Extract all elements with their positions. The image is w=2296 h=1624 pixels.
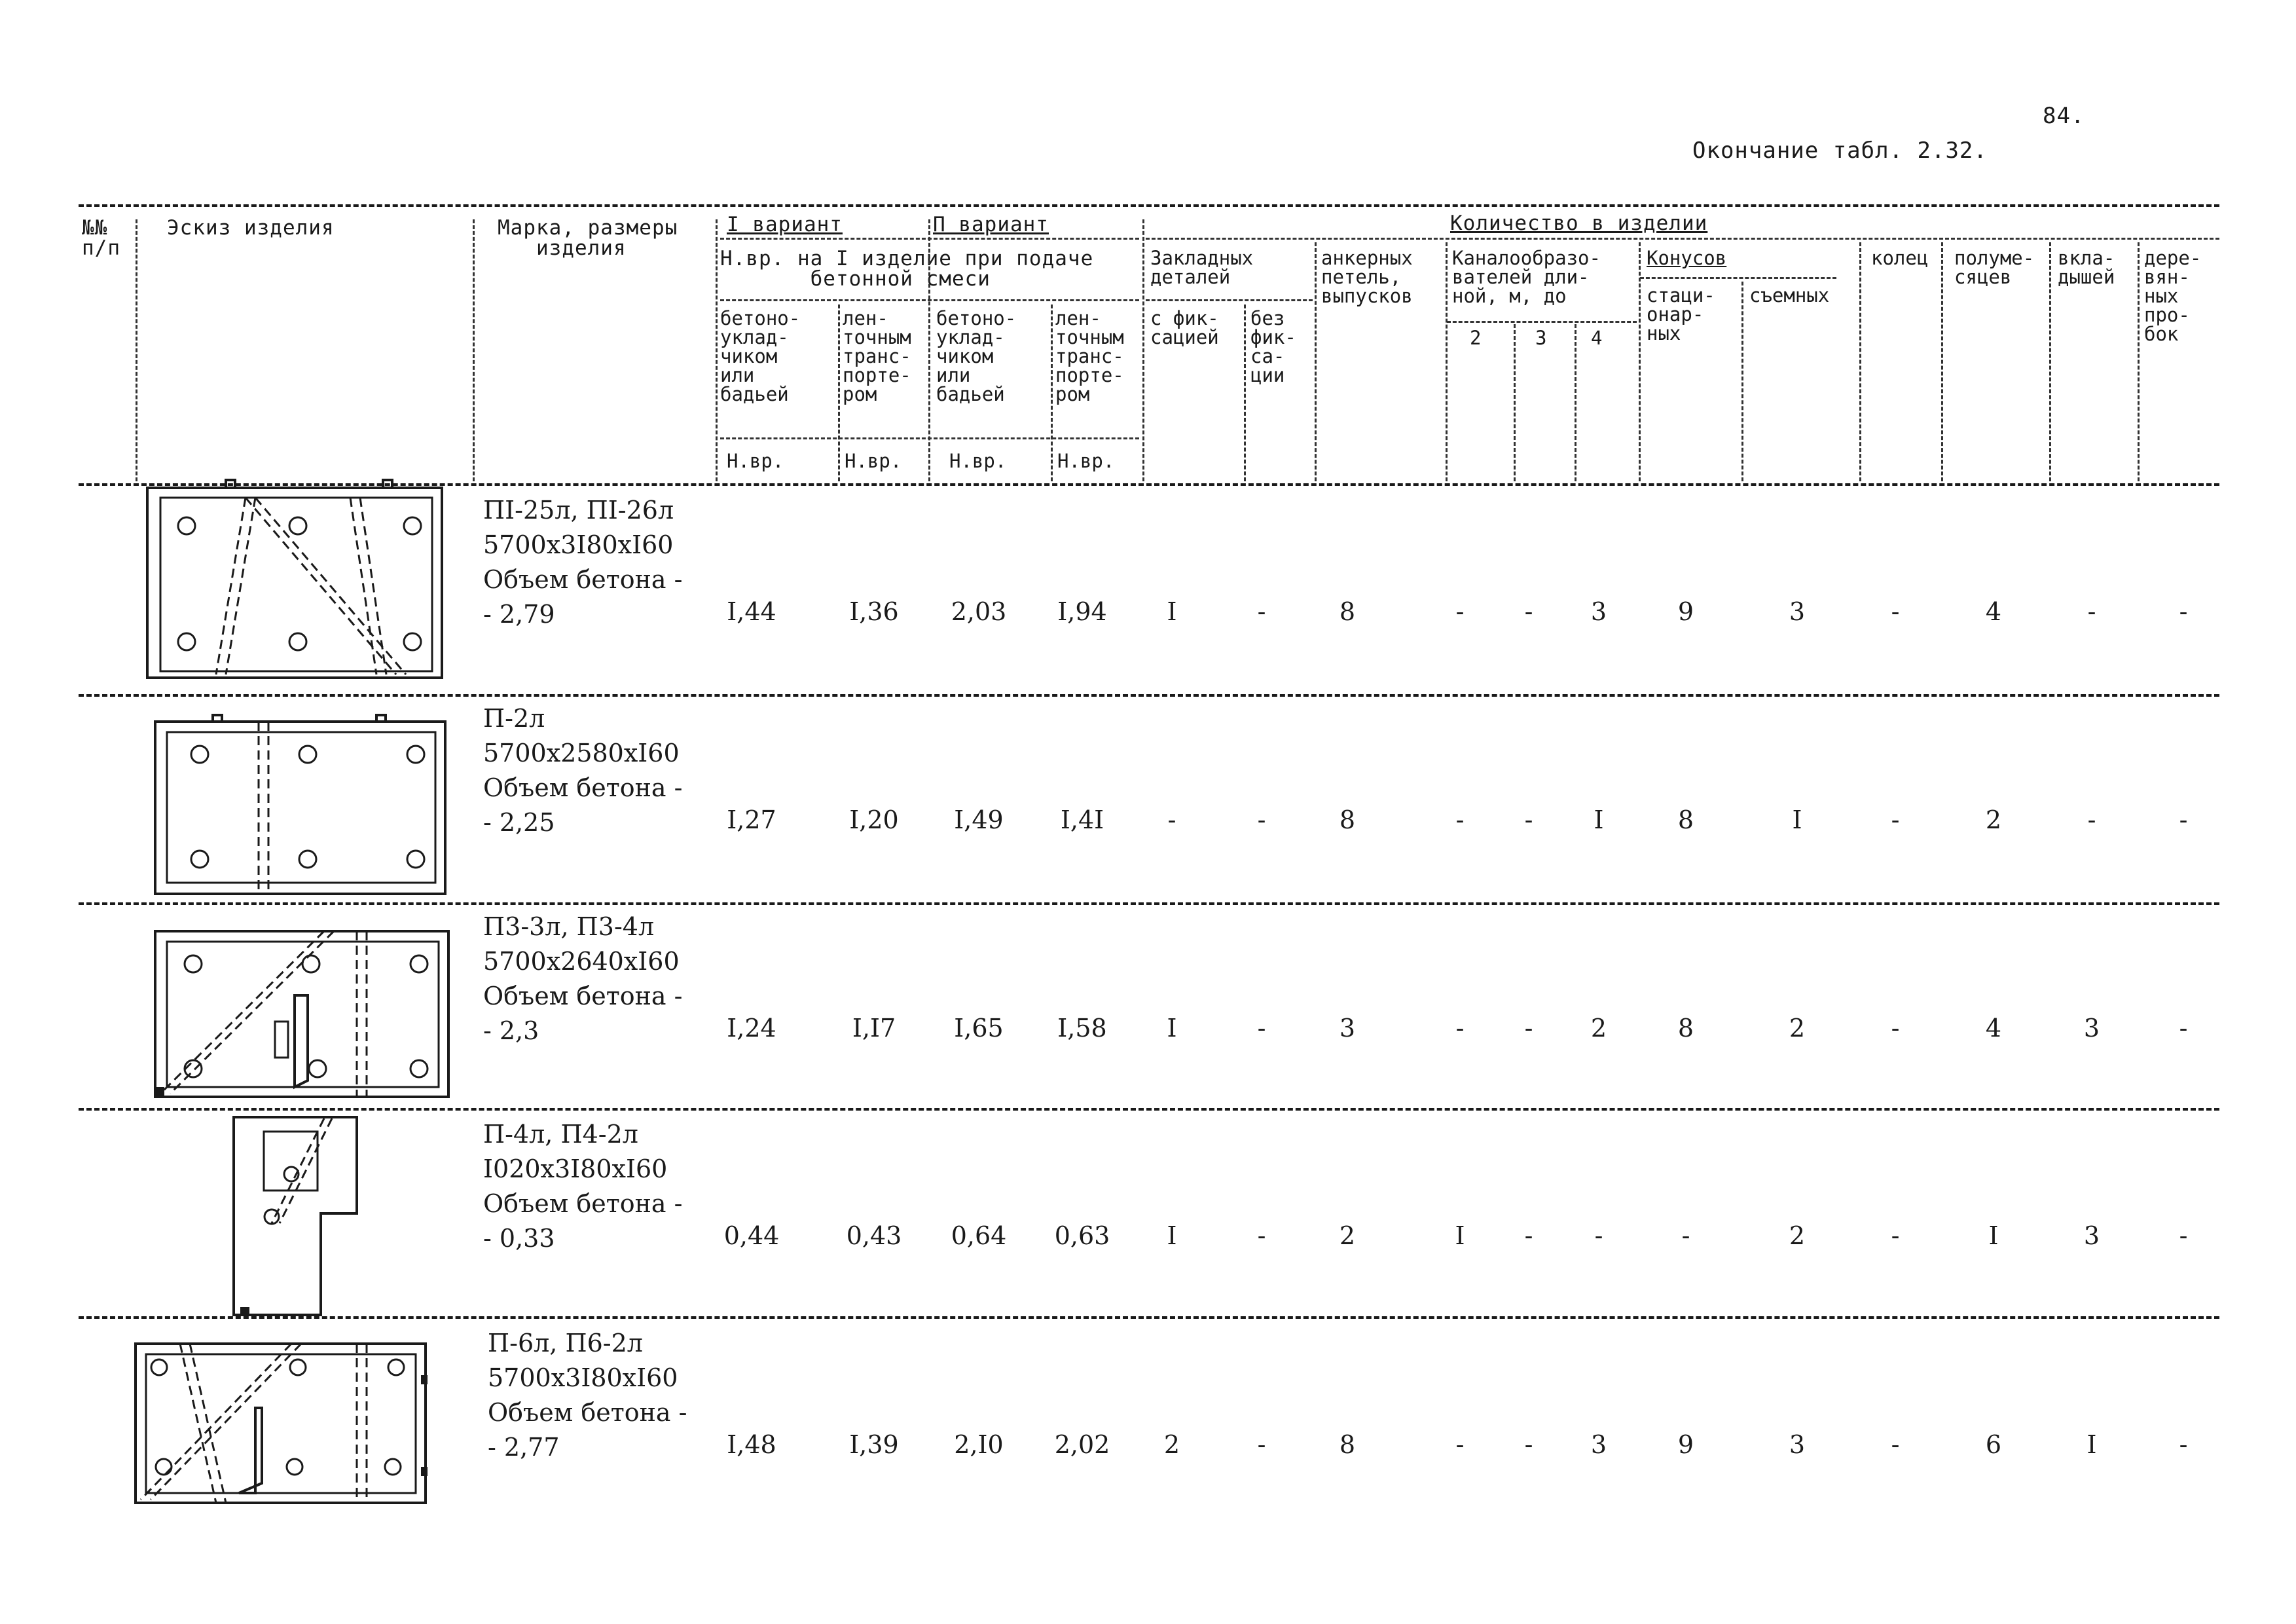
- table-cell: 3: [1789, 597, 1806, 626]
- header-channel: Каналообразо- вателей дли- ной, м, до: [1452, 247, 1601, 307]
- header-sub-1: бетоно- уклад- чиком или бадьей: [720, 307, 801, 405]
- header-channel-4: 4: [1591, 327, 1603, 349]
- table-cell: 2: [1789, 1221, 1806, 1250]
- table-cell: -: [1594, 1221, 1603, 1250]
- header-embedded: Закладных деталей: [1150, 247, 1254, 288]
- table-cell: -: [1455, 805, 1465, 834]
- header-rings: колец: [1871, 247, 1929, 269]
- header-sep: [1941, 242, 1943, 481]
- header-stationary: стаци- онар- ных: [1647, 284, 1715, 344]
- table-cell: I: [1167, 1014, 1177, 1043]
- table-cell: 8: [1677, 805, 1694, 834]
- table-cell: -: [2087, 805, 2096, 834]
- table-cell: -: [1524, 1014, 1533, 1043]
- header-sketch: Эскиз изделия: [167, 216, 335, 240]
- table-cell: -: [1891, 805, 1900, 834]
- header-inserts: вкла- дышей: [2058, 247, 2115, 288]
- header-sub-3: бетоно- уклад- чиком или бадьей: [936, 307, 1017, 405]
- table-cell: 9: [1677, 1430, 1694, 1459]
- table-cell: -: [1257, 1430, 1266, 1459]
- header-sep: [136, 219, 137, 481]
- header-rule-channel: [1447, 321, 1637, 323]
- table-cell: I,4I: [1060, 805, 1104, 834]
- table-cell: 0,64: [951, 1221, 1007, 1250]
- row-mark: ПI-25л, ПI-26л: [483, 496, 674, 525]
- header-unit-2: Н.вр.: [845, 450, 902, 472]
- table-cell: 0,63: [1054, 1221, 1110, 1250]
- table-cell: 3: [2083, 1014, 2100, 1043]
- table-cell: I,24: [727, 1014, 776, 1043]
- table-cell: I: [1988, 1221, 1999, 1250]
- row-volume: - 2,25: [483, 808, 555, 837]
- table-cell: 8: [1339, 805, 1356, 834]
- header-with-fix: с фик- сацией: [1150, 307, 1219, 348]
- table-cell: I: [1792, 805, 1802, 834]
- table-cell: -: [1167, 805, 1176, 834]
- table-cell: -: [1524, 1221, 1533, 1250]
- row-rule: [79, 1316, 2219, 1319]
- table-cell: 4: [1985, 597, 2002, 626]
- table-cell: -: [1455, 1430, 1465, 1459]
- table-cell: 4: [1985, 1014, 2002, 1043]
- table-cell: -: [1891, 1430, 1900, 1459]
- table-cell: -: [2179, 1430, 2188, 1459]
- table-cell: -: [1891, 1221, 1900, 1250]
- table-cell: -: [1524, 597, 1533, 626]
- header-rule-qty: [1146, 238, 2219, 240]
- row-volume: - 0,33: [483, 1224, 555, 1253]
- table-cell: -: [1257, 597, 1266, 626]
- header-sep: [1315, 242, 1317, 481]
- header-removable: съемных: [1749, 284, 1830, 306]
- table-title: Окончание табл. 2.32.: [1692, 138, 1988, 164]
- product-sketch: [226, 1112, 363, 1321]
- product-sketch: [147, 714, 462, 897]
- table-cell: -: [1455, 1014, 1465, 1043]
- table-cell: -: [1257, 1014, 1266, 1043]
- table-cell: 3: [1789, 1430, 1806, 1459]
- header-hvr: Н.вр. на I изделие при подаче бетонной смеси: [720, 247, 1094, 291]
- table-cell: I: [1167, 1221, 1177, 1250]
- header-unit-1: Н.вр.: [727, 450, 784, 472]
- table-cell: 8: [1339, 597, 1356, 626]
- table-cell: 2: [1590, 1014, 1607, 1043]
- table-cell: 8: [1339, 1430, 1356, 1459]
- table-cell: I: [2086, 1430, 2097, 1459]
- header-sub-2: лен- точным транс- порте- ром: [843, 307, 911, 405]
- table-cell: I,I7: [852, 1014, 896, 1043]
- table-cell: I,44: [727, 597, 776, 626]
- row-rule: [79, 694, 2219, 697]
- table-cell: -: [2179, 1014, 2188, 1043]
- header-variant-2: П вариант: [933, 213, 1049, 236]
- header-channel-3: 3: [1535, 327, 1547, 349]
- row-mark: П-4л, П4-2л: [483, 1120, 638, 1149]
- table-cell: 3: [1590, 597, 1607, 626]
- table-cell: I,27: [727, 805, 776, 834]
- table-cell: -: [2087, 597, 2096, 626]
- table-cell: 2,03: [951, 597, 1007, 626]
- table-cell: 8: [1677, 1014, 1694, 1043]
- header-unit-3: Н.вр.: [949, 450, 1007, 472]
- row-mark: П-2л: [483, 704, 545, 733]
- table-cell: -: [1455, 597, 1465, 626]
- row-size: 5700x2640xI60: [483, 947, 680, 976]
- table-cell: 0,44: [723, 1221, 780, 1250]
- table-cell: I,20: [849, 805, 899, 834]
- table-cell: I,65: [954, 1014, 1004, 1043]
- header-sep: [838, 304, 840, 481]
- table-cell: -: [1524, 1430, 1533, 1459]
- row-mark: П3-3л, П3-4л: [483, 912, 655, 941]
- product-sketch: [147, 923, 462, 1107]
- header-unit-4: Н.вр.: [1057, 450, 1115, 472]
- table-cell: -: [1891, 1014, 1900, 1043]
- row-volume-label: Объем бетона -: [483, 565, 683, 594]
- row-size: 5700x3I80xI60: [483, 530, 674, 559]
- header-sep: [2049, 242, 2051, 481]
- header-sep: [716, 219, 718, 481]
- table-cell: I: [1594, 805, 1604, 834]
- table-cell: -: [1681, 1221, 1690, 1250]
- row-volume: - 2,79: [483, 600, 555, 629]
- header-mark: Марка, размеры изделия: [498, 216, 678, 260]
- table-cell: I,94: [1057, 597, 1107, 626]
- header-channel-2: 2: [1470, 327, 1482, 349]
- table-cell: 3: [1590, 1430, 1607, 1459]
- table-cell: 0,43: [846, 1221, 902, 1250]
- table-cell: 2: [1339, 1221, 1356, 1250]
- header-sep: [1142, 219, 1144, 481]
- row-size: I020x3I80xI60: [483, 1154, 668, 1183]
- header-halfrings: полуме- сяцев: [1954, 247, 2035, 288]
- table-cell: 3: [2083, 1221, 2100, 1250]
- table-cell: 2: [1789, 1014, 1806, 1043]
- table-cell: -: [2179, 1221, 2188, 1250]
- table-cell: 2: [1985, 805, 2002, 834]
- header-sep: [928, 219, 930, 481]
- header-variant-1: I вариант: [727, 213, 843, 236]
- row-volume-label: Объем бетона -: [483, 1189, 683, 1218]
- table-cell: -: [1524, 805, 1533, 834]
- header-plugs: дере- вян- ных про- бок: [2144, 247, 2202, 345]
- table-cell: I,39: [849, 1430, 899, 1459]
- header-rule-embedded: [1146, 299, 1313, 301]
- header-num: №№ п/п: [82, 216, 120, 260]
- header-sep: [1244, 304, 1246, 481]
- row-size: 5700x2580xI60: [483, 739, 680, 767]
- header-rule-cones: [1640, 277, 1836, 279]
- header-without-fix: без фик- са- ции: [1250, 307, 1296, 386]
- header-sep: [1639, 242, 1641, 481]
- page-number: 84.: [2043, 103, 2085, 129]
- row-volume-label: Объем бетона -: [483, 982, 683, 1010]
- product-sketch: [141, 481, 455, 691]
- table-cell: I: [1455, 1221, 1465, 1250]
- row-mark: П-6л, П6-2л: [488, 1329, 643, 1357]
- header-sep: [1575, 324, 1576, 481]
- table-cell: I: [1167, 597, 1177, 626]
- header-sep: [2138, 242, 2140, 481]
- table-cell: -: [1891, 597, 1900, 626]
- header-sep: [473, 219, 475, 481]
- product-sketch: [128, 1336, 442, 1532]
- table-cell: 3: [1339, 1014, 1356, 1043]
- table-cell: 2,I0: [954, 1430, 1004, 1459]
- table-cell: -: [2179, 805, 2188, 834]
- table-cell: -: [1257, 1221, 1266, 1250]
- table-cell: I,49: [954, 805, 1004, 834]
- table-cell: -: [1257, 805, 1266, 834]
- header-sep: [1051, 304, 1053, 481]
- header-sep: [1446, 242, 1448, 481]
- header-sub-4: лен- точным транс- порте- ром: [1055, 307, 1124, 405]
- table-cell: 2,02: [1054, 1430, 1110, 1459]
- table-cell: 2: [1163, 1430, 1180, 1459]
- table-cell: I,36: [849, 597, 899, 626]
- header-sep: [1741, 282, 1743, 481]
- header-anchor: анкерных петель, выпусков: [1321, 247, 1413, 307]
- header-sep: [1859, 242, 1861, 481]
- row-volume-label: Объем бетона -: [483, 773, 683, 802]
- table-cell: -: [2179, 597, 2188, 626]
- row-rule: [79, 1108, 2219, 1111]
- row-volume: - 2,77: [488, 1433, 560, 1462]
- row-volume-label: Объем бетона -: [488, 1398, 687, 1427]
- row-size: 5700x3I80xI60: [488, 1363, 678, 1392]
- table-cell: 6: [1985, 1430, 2002, 1459]
- header-quantity: Количество в изделии: [1450, 212, 1708, 235]
- table-cell: 9: [1677, 597, 1694, 626]
- header-sep: [1514, 324, 1516, 481]
- header-cones: Конусов: [1647, 247, 1727, 269]
- table-cell: I,58: [1057, 1014, 1107, 1043]
- table-top-rule: [79, 204, 2219, 207]
- row-rule: [79, 902, 2219, 905]
- row-volume: - 2,3: [483, 1016, 539, 1045]
- table-cell: I,48: [727, 1430, 776, 1459]
